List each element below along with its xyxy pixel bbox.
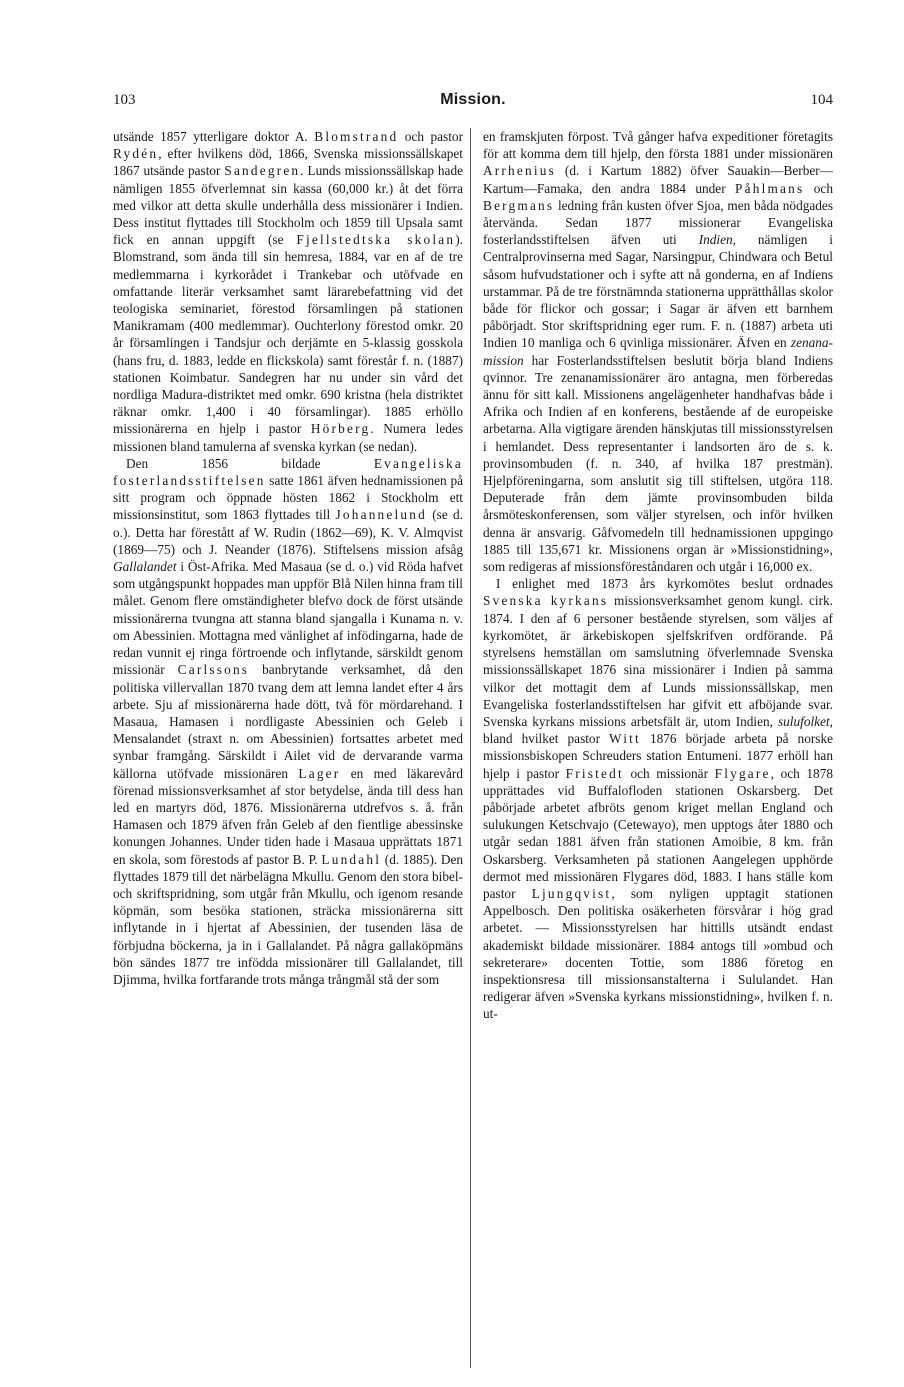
running-title: Mission. bbox=[440, 91, 506, 108]
spaced-name: Arrhenius bbox=[483, 163, 556, 179]
spaced-name: Johannelund bbox=[335, 507, 427, 523]
text-run: och pastor bbox=[398, 129, 463, 144]
text-run: (se d. o.). Detta har förestått af W. Rudin (1862—69), K. V. Almqvist (1869—75) och J. Neander (1876). Stiftelsens mission afsåg bbox=[113, 507, 463, 557]
spaced-name: Evangeliska fosterlandsstiftelsen bbox=[113, 455, 463, 489]
italic-term: Gallalandet bbox=[113, 559, 177, 575]
spaced-name: Fjellstedtska skolan bbox=[296, 232, 456, 248]
text-run: , efter hvilkens död, 1866, Svenska missionssällskapet 1867 utsände pastor bbox=[113, 146, 463, 179]
text-run: . Lunds missionssällskap hade nämligen 1855 öfverlemnat sin kassa (60,000 kr.) åt det förra med vilkor att detta skulle underhålla dess missionärer i Indien. Dess institut flyttades till Stockholm och 1859 till Upsala samt fick en annan uppgift (se bbox=[113, 163, 463, 248]
text-run: en med läkarevård förenad missionsverksamhet af stor betydelse, ända till dess han led en martyrs död, 1876. Missionärerna utdrefvos s. å. från Hamasen och 1879 äfven från Geleb af den fientlige abessinske konungen Johannes. Under tiden hade i Masaua upprättats 1871 en skola, som förestods af pastor B. P. bbox=[113, 765, 463, 867]
text-run: (d. i Kartum 1882) öfver Sauakin—Berber—Kartum—Famaka, den andra 1884 under bbox=[483, 163, 833, 196]
text-run: ledning från kusten öfver Sjoa, men båda nödgades återvända. Sedan 1877 missionerar Evangeliska fosterlandsstiftelsen äfven uti bbox=[483, 197, 833, 248]
right-column bbox=[483, 128, 833, 1368]
spaced-name: Påhlmans bbox=[735, 180, 805, 196]
paragraph bbox=[113, 128, 463, 455]
text-run: satte 1861 äfven hednamissionen på sitt program och öppnade hösten 1862 i Stockholm ett missionsinstitut, som 1863 flyttades till bbox=[113, 473, 463, 523]
column-divider bbox=[470, 128, 471, 1368]
text-run: (d. 1885). Den flyttades 1879 till det närbelägna Mkullu. Genom den stora bibel- och skriftspridning, som utgår från Mkullu, och igenom resande köpmän, som besöka stationen, sträcka missionärerna sitt inflytande in i hjertat af Abessinien, der tusenden läsa de förbjudna böckerna, ja in i Gallalandet. På några gallaköpmäns bön sändes 1877 tre infödda missionärer till Gallalandet, till Djimma, hvilka fortfarande trots många trångmål stå der som bbox=[113, 851, 463, 987]
italic-term: Indien, bbox=[698, 232, 736, 248]
text-run: . Numera ledes missionen bland tamulerna af svenska kyrkan (se nedan). bbox=[113, 421, 463, 454]
text-run: i Öst-Afrika. Med Masaua (se d. o.) vid Röda hafvet som utgångspunkt hoppades man uppför Blå Nilen hinna fram till målet. Genom flere omständigheter blefvo dock de först utsände missionärerna tvungna att stanna bland sjangalla i Kunama n. v. om Abessinien. Mottagna med vänlighet af infödingarna, hade de redan vunnit ej ringa förtroende och inflytande, särskildt genom missionär bbox=[113, 559, 463, 678]
spaced-name: Sandegren bbox=[224, 163, 301, 179]
spaced-name: Bergmans bbox=[483, 197, 555, 213]
spaced-name: Flygare bbox=[714, 765, 771, 781]
text-run: utsände 1857 ytterligare doktor A. bbox=[113, 129, 315, 144]
paragraph bbox=[113, 455, 463, 988]
spaced-name: Hörberg bbox=[310, 421, 371, 437]
text-run: 1876 började arbeta på norske missionsbiskopen Schreuders station Entumeni. 1877 erhöll han hjelp i pastor bbox=[483, 731, 833, 781]
text-run: nämligen i Centralprovinserna med Sagar, Narsingpur, Chindwara och Betul såsom hufvudstationer och i syfte att nå gonderna, en af Indiens urstammar. På de tre förstnämnda stationerna upprätthållas skolor både för flickor och gossar; i Sagar är äfven ett barnhem påbörjadt. Stor skriftspridning eger rum. F. n. (1887) arbeta uti Indien 10 manliga och 6 qvinliga missionärer. Äfven en bbox=[483, 232, 833, 351]
paragraph bbox=[483, 575, 833, 1022]
left-page-number: 103 bbox=[113, 92, 136, 108]
spaced-name: Svenska kyrkans bbox=[483, 593, 609, 609]
spaced-name: Carlssons bbox=[177, 662, 250, 678]
spaced-name: Fristedt bbox=[565, 765, 624, 781]
text-run: och missionär bbox=[623, 765, 715, 781]
spaced-name: Ljungqvist bbox=[531, 885, 612, 901]
italic-term: zenana-mission bbox=[483, 335, 833, 368]
text-run: , och 1878 upprättades vid Buffalofloden stationen Oskarsberg. Det påbörjade arbetet afbröts genom kriget mellan England och sulukungen Ketschvajo (Cetewayo), men upptogs åter 1880 och utgår sedan 1881 äfven från stationen Amoibie, 8 km. från Oskarsberg. Verksamheten på stationen Aangelegen upphörde dermot med missionären Flygares död, 1883. I hans ställe kom pastor bbox=[483, 765, 833, 901]
text-run: ). Blomstrand, som ända till sin hemresa, 1884, var en af de tre medlemmarna i kyrkorådet i Trankebar och utöfvade en omfattande literär verksamhet samt lärarebefattning vid det teologiska seminariet, förestod församlingen på stationen Manikramam (400 medlemmar). Ouchterlony förestod omkr. 20 år församlingen i Tandsjur och derjämte en 5-klassig gosskola (hans fru, d. 1883, ledde en flickskola) samt förestår f. n. (1887) stationen Koimbatur. Sandegren har nu under sin vård det nordliga Madura-distriktet med omkr. 690 kristna (hela distriktet räknar omkr. 1,400 i 40 församlingar). 1885 erhöllo missionärerna en hjelp i pastor bbox=[113, 232, 463, 437]
text-run: en framskjuten förpost. Två gånger hafva expeditioner företagits för att komma dem till hjelp, den första 1881 under missionären bbox=[483, 129, 833, 162]
spaced-name: Lager bbox=[298, 765, 341, 781]
left-column bbox=[113, 128, 463, 1368]
running-header bbox=[113, 92, 833, 112]
spaced-name: Blomstrand bbox=[314, 129, 399, 144]
right-page-number: 104 bbox=[810, 92, 833, 108]
text-run: banbrytande verksamhet, då den politiska villervallan 1870 tvang dem att lemna landet efter 4 års arbete. Sju af missionärerna hade dött, två för mördarehand. I Masaua, Hamasen i nordligaste Abessinien och Geleb i Mensalandet (straxt n. om Abessinien) fortsattes arbetet med synbar framgång. Särskildt i Ailet vid de dervarande varma källorna utöfvade missionären bbox=[113, 662, 463, 781]
text-run: , som nyligen upptagit stationen Appelbosch. Den politiska osäkerheten försvårar i hög grad arbetet. — Missionsstyrelsen har hittills utsändt endast akademiskt bildade missionärer. 1884 antogs till »ombud och sekreterare» docenten Tottie, som 1886 företog en inspektionsresa till missionsanstalterna i Sululandet. Han redigerar äfven »Svenska kyrkans missionstidning», hvilken f. n. ut- bbox=[483, 885, 833, 1022]
text-run: har Fosterlandsstiftelsen beslutit börja bland Indiens qvinnor. Tre zenanamissionärer äro antagna, men förberedas ännu för sitt kall. Missionens angelägenheter handhafvas både i Afrika och Indien af en konferens, bestående af de europeiske arbetarna. Alla vigtigare ärenden hänskjutas till missionsstyrelsen i hemlandet. Dess representanter i landsorten äro de s. k. provinsombuden (f. n. 340, af hvilka 187 prestmän). Hjelpföreningarna, som anslutit sig till stiftelsen, utgöra 118. Deputerade från dem jämte provinsombuden bilda årsmöteskonferensen, som väljer styrelsen, och inför hvilken denna är ansvarig. Gåfvomedeln till hednamissionen uppgingo 1885 till 135,671 kr. Missionens organ är »Missionstidning», som redigeras af missionsföreståndaren och utgår i 16,000 ex. bbox=[483, 352, 833, 575]
text-run: bland hvilket pastor bbox=[483, 731, 610, 747]
paragraph bbox=[483, 128, 833, 575]
text-run: missionsverksamhet genom kungl. cirk. 1874. I den af 6 personer bestående styrelsen, som väljes af kyrkomötet, är ärkebiskopen sjelfskrifven ordförande. På styrelsens hemställan om samslutning öfverlemnade Svenska missionssällskapet 1876 sina missionärer i Indien på samma vilkor det mottagit dem af Lunds missionssällskap, men Evangeliska fosterlandsstiftelsen har gifvit ett afböjande svar. Svenska kyrkans missions arbetsfält är, utom Indien, bbox=[483, 593, 833, 729]
spaced-name: Rydén bbox=[113, 146, 159, 162]
italic-term: sulufolket, bbox=[777, 713, 833, 729]
text-run: I enlighet med 1873 års kyrkomötes beslut ordnades bbox=[496, 576, 833, 592]
text-run: och bbox=[804, 180, 833, 196]
text-run: Den 1856 bildade bbox=[126, 455, 374, 471]
spaced-name: Lundahl bbox=[321, 851, 382, 867]
spaced-name: Witt bbox=[609, 731, 641, 747]
